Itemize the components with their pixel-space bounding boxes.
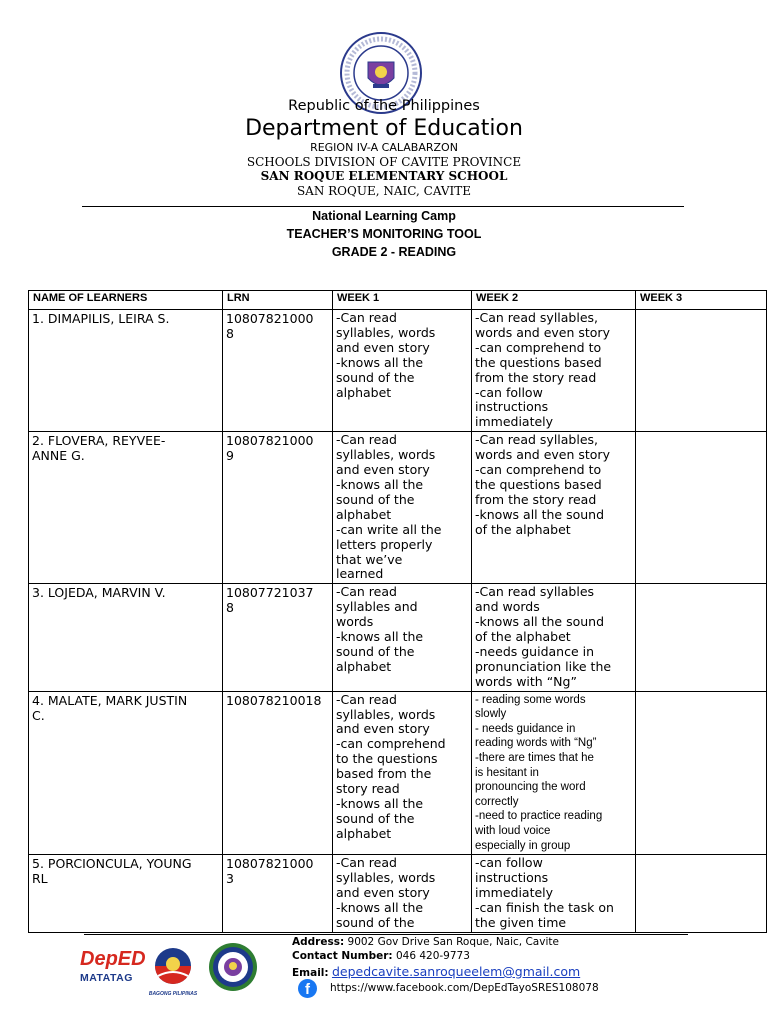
table-header-row (29, 291, 767, 310)
monitoring-table (28, 290, 767, 933)
footer-divider (84, 934, 688, 935)
learner-lrn: 108078210018 (223, 691, 333, 855)
email-link[interactable]: depedcavite.sanroqueelem@gmail.com (331, 964, 581, 979)
grade-title: GRADE 2 - READING (331, 245, 457, 259)
learner-name: 5. PORCIONCULA, YOUNG RL (29, 855, 223, 933)
column-header-week3: WEEK 3 (636, 291, 767, 310)
matatag-logo-text: MATATAG (80, 972, 133, 984)
table-row (29, 310, 767, 432)
week1-notes: -Can read syllables, words and even story -knows all the sound of the alphabet -can write all the letters properly that we’ve learned (333, 432, 472, 584)
column-header-week1: WEEK 1 (333, 291, 472, 310)
republic-heading: Republic of the Philippines (288, 98, 480, 114)
footer-email (292, 964, 580, 979)
week2-notes: -Can read syllables, words and even story -can comprehend to the questions based from the story read -knows all the sound of the alphabet (472, 432, 636, 584)
department-heading: Department of Education (245, 116, 523, 141)
learner-name: 2. FLOVERA, REYVEE- ANNE G. (29, 432, 223, 584)
table-row (29, 584, 767, 691)
week2-notes: -Can read syllables and words -knows all the sound of the alphabet -needs guidance in pronunciation like the words with “Ng” (472, 584, 636, 691)
contact-value: 046 420-9773 (395, 950, 470, 962)
week3-notes (636, 584, 767, 691)
header-divider (82, 206, 684, 207)
week3-notes (636, 691, 767, 855)
column-header-name: NAME OF LEARNERS (29, 291, 223, 310)
region-heading: REGION IV-A CALABARZON (310, 141, 458, 154)
week1-notes: -Can read syllables and words -knows all the sound of the alphabet (333, 584, 472, 691)
week2-notes: -Can read syllables, words and even story -can comprehend to the questions based from the story read -can follow instructions immediately (472, 310, 636, 432)
bagong-pilipinas-logo (146, 946, 200, 996)
learner-name: 3. LOJEDA, MARVIN V. (29, 584, 223, 691)
week3-notes (636, 855, 767, 933)
footer-address (292, 936, 559, 948)
column-header-week2: WEEK 2 (472, 291, 636, 310)
week3-notes (636, 310, 767, 432)
table-row (29, 691, 767, 855)
school-heading: SAN ROQUE ELEMENTARY SCHOOL (260, 169, 508, 183)
address-value: 9002 Gov Drive San Roque, Naic, Cavite (347, 936, 559, 948)
week2-notes: - reading some words slowly - needs guidance in reading words with “Ng” -there are times that he is hesitant in pronouncing the word correctly -need to practice reading with loud voice especially in group (472, 691, 636, 855)
week1-notes: -Can read syllables, words and even story -can comprehend to the questions based from the story read -knows all the sound of the alphabet (333, 691, 472, 855)
email-label: Email: (292, 967, 329, 979)
bagong-pilipinas-text: BAGONG PILIPINAS (148, 991, 198, 997)
division-heading: SCHOOLS DIVISION OF CAVITE PROVINCE (246, 155, 522, 169)
camp-title: National Learning Camp (312, 209, 456, 223)
learner-name: 4. MALATE, MARK JUSTIN C. (29, 691, 223, 855)
table-row (29, 432, 767, 584)
week3-notes (636, 432, 767, 584)
learner-lrn: 10807721037 8 (223, 584, 333, 691)
school-seal-logo (208, 942, 258, 992)
bagong-pilipinas-emblem (146, 946, 200, 986)
school-address: SAN ROQUE, NAIC, CAVITE (296, 184, 472, 198)
table-row (29, 855, 767, 933)
facebook-icon: f (298, 979, 317, 998)
week1-notes: -Can read syllables, words and even story -knows all the sound of the alphabet (333, 310, 472, 432)
learner-name: 1. DIMAPILIS, LEIRA S. (29, 310, 223, 432)
facebook-link[interactable]: https://www.facebook.com/DepEdTayoSRES108078 (330, 982, 599, 994)
deped-matatag-logo (80, 948, 144, 994)
deped-logo-text: DepED (80, 948, 146, 970)
contact-label: Contact Number: (292, 950, 393, 962)
learner-lrn: 10807821000 8 (223, 310, 333, 432)
tool-title: TEACHER’S MONITORING TOOL (286, 227, 482, 241)
address-label: Address: (292, 936, 345, 948)
learner-lrn: 10807821000 3 (223, 855, 333, 933)
learner-lrn: 10807821000 9 (223, 432, 333, 584)
column-header-lrn: LRN (223, 291, 333, 310)
footer-contact (292, 950, 470, 962)
week1-notes: -Can read syllables, words and even story -knows all the sound of the (333, 855, 472, 933)
week2-notes: -can follow instructions immediately -can finish the task on the given time (472, 855, 636, 933)
